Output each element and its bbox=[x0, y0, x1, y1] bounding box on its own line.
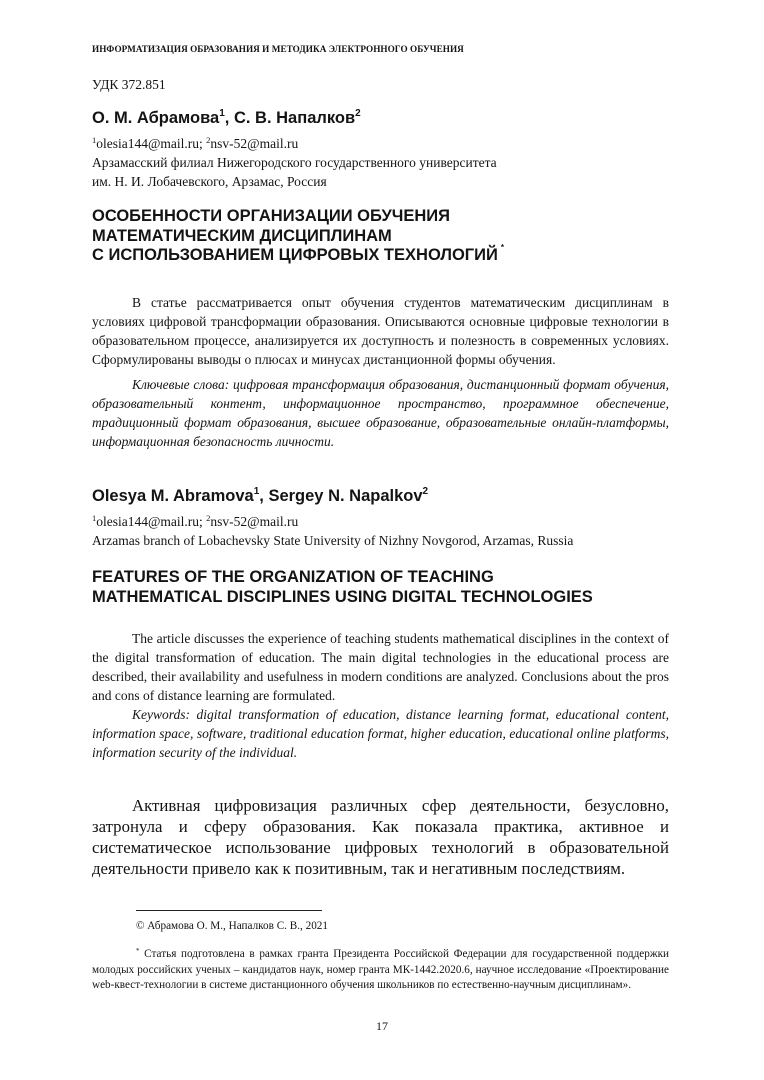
abstract-ru bbox=[92, 293, 669, 369]
footnote-divider bbox=[136, 910, 322, 911]
affiliation-line: Арзамасский филиал Нижегородского государственного университета bbox=[92, 155, 497, 170]
body-paragraph bbox=[92, 795, 669, 879]
keywords-ru bbox=[92, 375, 669, 451]
author-name: Olesya M. Abramova bbox=[92, 487, 254, 505]
email-link[interactable]: olesia144@mail.ru; bbox=[96, 514, 207, 529]
article-title-ru bbox=[92, 207, 692, 266]
author-affiliation-mark: 1 bbox=[253, 486, 260, 497]
keywords-text: Keywords: digital transformation of education, distance learning format, educational content, information space, software, traditional education format, higher education, educational online platforms, information security of the individual. bbox=[92, 707, 669, 760]
author-affiliation-mark: 2 bbox=[355, 108, 361, 119]
page-number: 17 bbox=[376, 1019, 388, 1033]
title-line-text: С ИСПОЛЬЗОВАНИЕМ ЦИФРОВЫХ ТЕХНОЛОГИЙ bbox=[92, 246, 498, 264]
authors-ru bbox=[92, 109, 361, 128]
authors-en bbox=[92, 487, 428, 506]
author-name: Sergey N. Napalkov bbox=[268, 487, 423, 505]
author-emails-en bbox=[92, 512, 298, 531]
author-affiliation-mark: 1 bbox=[219, 108, 225, 119]
title-line bbox=[92, 243, 692, 266]
author-name: С. В. Напалков bbox=[233, 109, 356, 127]
email-mark: 2 bbox=[206, 513, 211, 523]
keywords-text: Ключевые слова: цифровая трансформация образования, дистанционный формат обучения, образовательный контент, информационное пространство, программное обеспечение, традиционный формат образования, высшее образование, образовательные онлайн-платформы, информационная безопасность личности. bbox=[92, 377, 669, 449]
author-separator: , bbox=[224, 109, 234, 127]
copyright-note: © Абрамова О. М., Напалков С. В., 2021 bbox=[136, 920, 328, 932]
title-line: FEATURES OF THE ORGANIZATION OF TEACHING bbox=[92, 568, 494, 586]
footnote-mark[interactable]: * bbox=[500, 243, 504, 252]
abstract-text: The article discusses the experience of teaching students mathematical disciplines in the context of the digital transformation of education. The main digital technologies in the educational process are described, their availability and usefulness in modern conditions are analyzed. Conclusions about the pros and cons of distance learning are formulated. bbox=[92, 631, 669, 703]
article-title-en bbox=[92, 568, 692, 607]
email-link[interactable]: nsv-52@mail.ru bbox=[210, 136, 299, 151]
affiliation-ru bbox=[92, 153, 692, 191]
affiliation-en: Arzamas branch of Lobachevsky State University of Nizhny Novgorod, Arzamas, Russia bbox=[92, 533, 574, 548]
email-mark: 1 bbox=[92, 513, 97, 523]
title-line: MATHEMATICAL DISCIPLINES USING DIGITAL TECHNOLOGIES bbox=[92, 587, 593, 606]
author-emails-ru bbox=[92, 134, 298, 153]
author-separator: , bbox=[259, 487, 269, 505]
abstract-text: В статье рассматривается опыт обучения студентов математическим дисциплинам в условиях цифровой трансформации образования. Описываются основные цифровые технологии в образовательном процессе, анализируется их доступность и полезность в современных условиях. Сформулированы выводы о плюсах и минусах дистанционной формы обучения. bbox=[92, 295, 669, 367]
udk-code: УДК 372.851 bbox=[92, 77, 166, 92]
title-line: МАТЕМАТИЧЕСКИМ ДИСЦИПЛИНАМ bbox=[92, 226, 392, 245]
author-name: О. М. Абрамова bbox=[92, 109, 220, 127]
title-line: ОСОБЕННОСТИ ОРГАНИЗАЦИИ ОБУЧЕНИЯ bbox=[92, 207, 450, 225]
email-link[interactable]: nsv-52@mail.ru bbox=[210, 514, 299, 529]
abstract-en bbox=[92, 629, 669, 705]
email-link[interactable]: olesia144@mail.ru; bbox=[96, 136, 207, 151]
email-mark: 2 bbox=[206, 135, 211, 145]
body-paragraph-text: Активная цифровизация различных сфер деятельности, безусловно, затронула и сферу образования. Как показала практика, активное и систематическое использование цифровых технологий в образовательной деятельности привело как к позитивным, так и негативным последствиям. bbox=[92, 796, 669, 878]
footnote-mark: * bbox=[136, 947, 140, 955]
keywords-en bbox=[92, 705, 669, 762]
affiliation-line: им. Н. И. Лобачевского, Арзамас, Россия bbox=[92, 174, 327, 189]
grant-footnote bbox=[92, 947, 669, 994]
grant-footnote-text: Статья подготовлена в рамках гранта Президента Российской Федерации для государственной поддержки молодых российских ученых – кандидатов наук, номер гранта МК-1442.2020.6, научное исследование «Проектирование web-квест-технологии в системе дистанционного обучения школьников по естественно-научным дисциплинам». bbox=[92, 948, 669, 991]
author-affiliation-mark: 2 bbox=[422, 486, 429, 497]
running-header: ИНФОРМАТИЗАЦИЯ ОБРАЗОВАНИЯ И МЕТОДИКА ЭЛЕКТРОННОГО ОБУЧЕНИЯ bbox=[92, 44, 464, 54]
email-mark: 1 bbox=[92, 135, 97, 145]
